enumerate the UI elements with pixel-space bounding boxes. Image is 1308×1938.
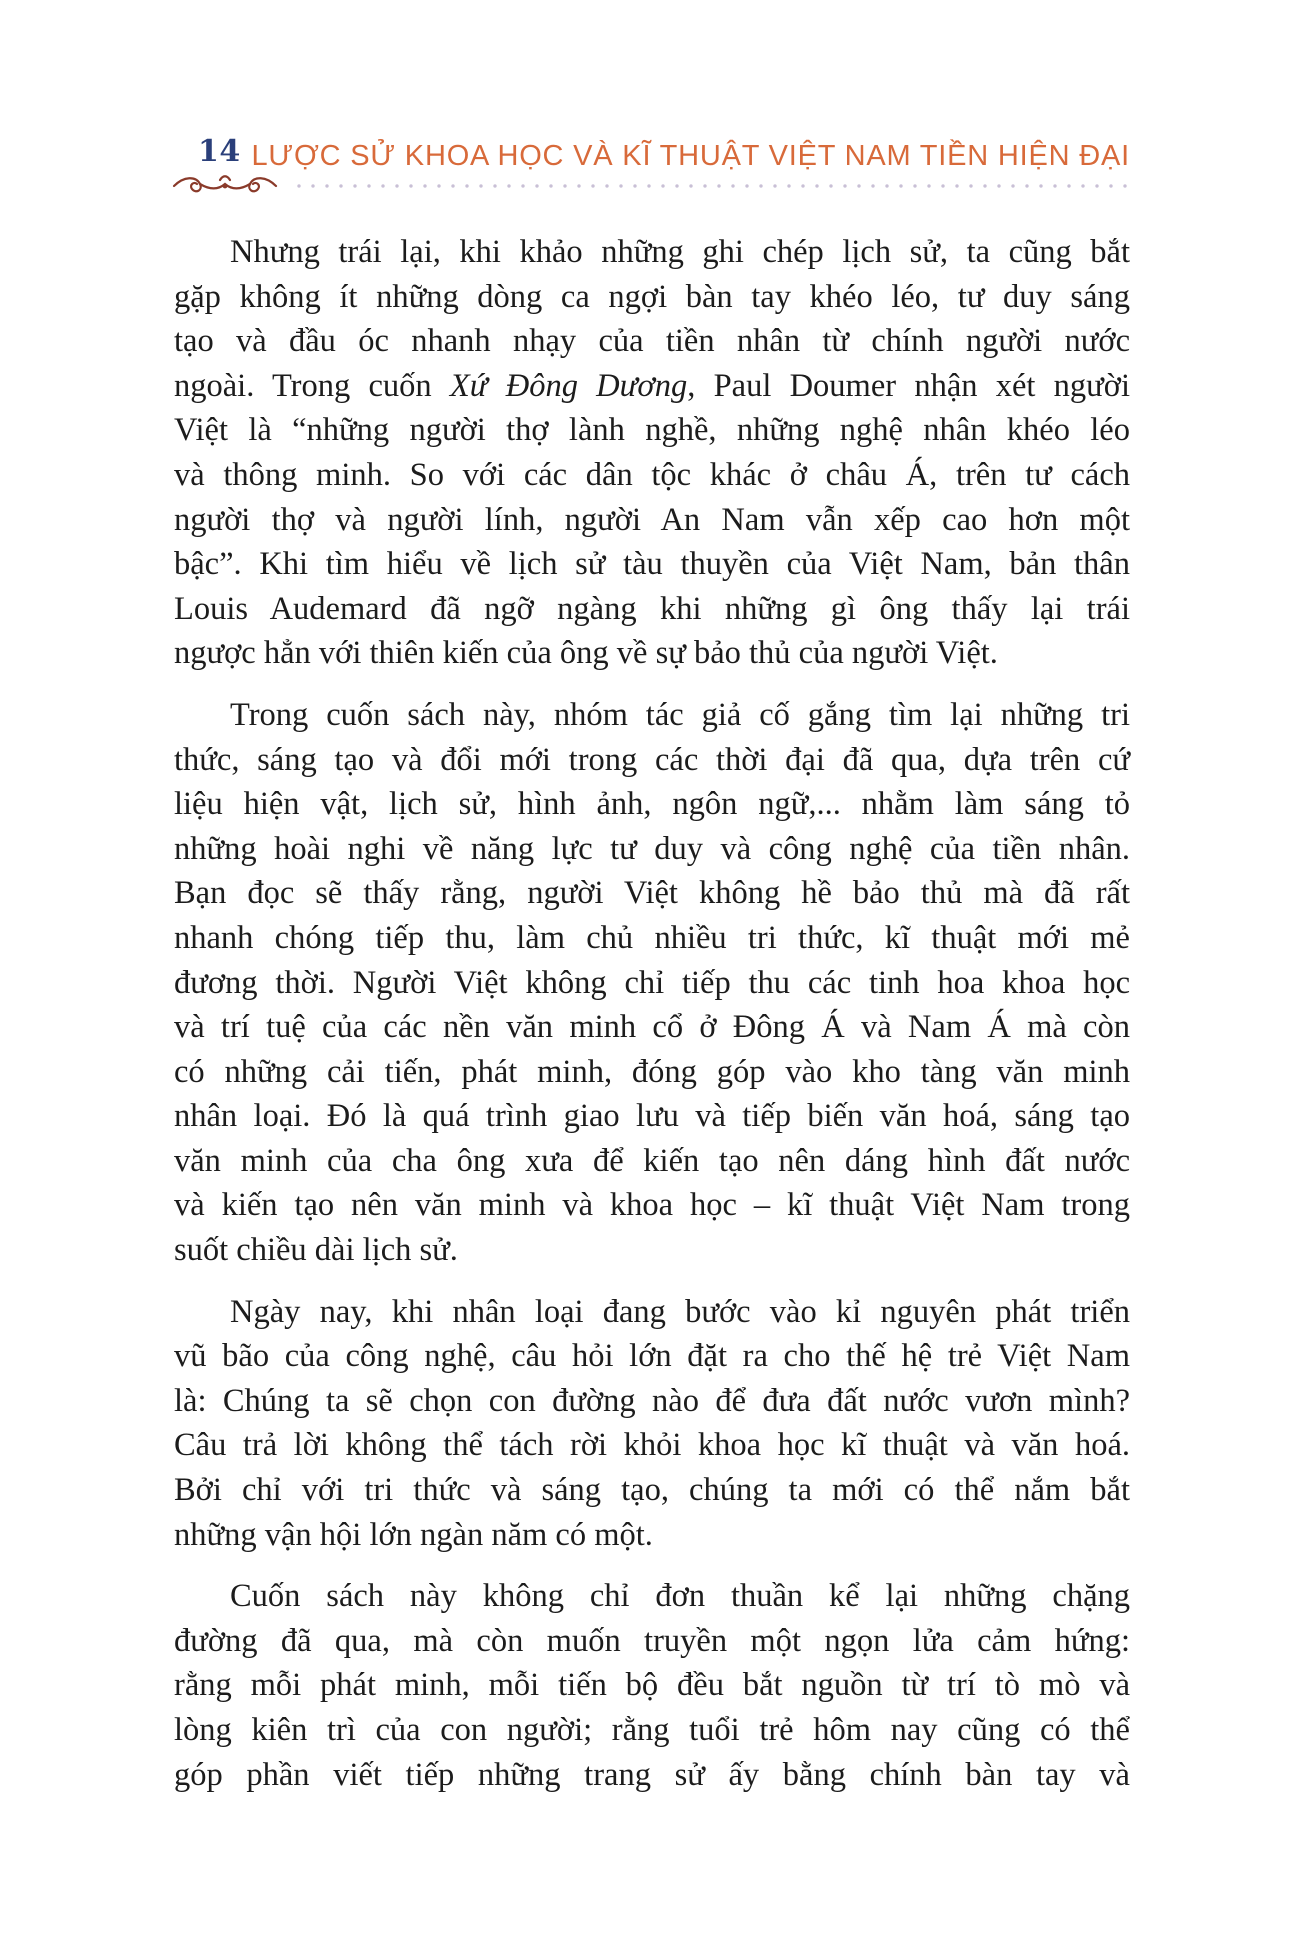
paragraph-4 [174, 1574, 1130, 1797]
text-line: suốt chiều dài lịch sử. [174, 1232, 458, 1269]
text-line: Câu trả lời không thể tách rời khỏi khoa học kĩ thuật và văn hoá. [174, 1427, 1130, 1464]
dotted-rule [292, 184, 1130, 188]
text-line: góp phần viết tiếp những trang sử ấy bằng chính bàn tay và [174, 1756, 1130, 1793]
body-text [174, 230, 1130, 1814]
text-line: những vận hội lớn ngàn năm có một. [174, 1516, 653, 1553]
text-line: Ngày nay, khi nhân loại đang bước vào kỉ nguyên phát triển [230, 1293, 1130, 1330]
text-line: người thợ và người lính, người An Nam vẫn xếp cao hơn một [174, 501, 1130, 538]
text-line: tạo và đầu óc nhanh nhạy của tiền nhân từ chính người nước [174, 323, 1130, 360]
book-title-italic: Xứ Đông Dương [449, 367, 688, 404]
text-line: lòng kiên trì của con người; rằng tuổi trẻ hôm nay cũng có thể [174, 1712, 1130, 1748]
text-line: và kiến tạo nên văn minh và khoa học – kĩ thuật Việt Nam trong [174, 1187, 1130, 1224]
page-number: 14 [198, 134, 241, 169]
text-line [174, 364, 1130, 409]
text-line: có những cải tiến, phát minh, đóng góp vào kho tàng văn minh [174, 1053, 1130, 1090]
page-header [170, 128, 1130, 198]
text-line: ngược hẳn với thiên kiến của ông về sự bảo thủ của người Việt. [174, 635, 998, 672]
text-line: và trí tuệ của các nền văn minh cổ ở Đông Á và Nam Á mà còn [174, 1009, 1130, 1046]
text-run: , Paul Doumer nhận xét người [687, 367, 1130, 404]
text-line: liệu hiện vật, lịch sử, hình ảnh, ngôn ngữ,... nhằm làm sáng tỏ [174, 786, 1130, 823]
text-line: đường đã qua, mà còn muốn truyền một ngọn lửa cảm hứng: [174, 1622, 1130, 1659]
text-line: Trong cuốn sách này, nhóm tác giả cố gắng tìm lại những tri [230, 696, 1130, 733]
text-line: Cuốn sách này không chỉ đơn thuần kể lại những chặng [230, 1578, 1130, 1615]
text-line: Louis Audemard đã ngỡ ngàng khi những gì ông thấy lại trái [174, 590, 1130, 627]
text-line: thức, sáng tạo và đổi mới trong các thời đại đã qua, dựa trên cứ [174, 741, 1130, 778]
text-line: những hoài nghi về năng lực tư duy và công nghệ của tiền nhân. [174, 830, 1130, 867]
text-line: gặp không ít những dòng ca ngợi bàn tay khéo léo, tư duy sáng [174, 278, 1130, 315]
text-line: bậc”. Khi tìm hiểu về lịch sử tàu thuyền của Việt Nam, bản thân [174, 546, 1130, 583]
text-line: đương thời. Người Việt không chỉ tiếp thu các tinh hoa khoa học [174, 964, 1130, 1001]
text-run: ngoài. Trong cuốn [174, 367, 450, 404]
text-line: nhân loại. Đó là quá trình giao lưu và tiếp biến văn hoá, sáng tạo [174, 1098, 1130, 1135]
paragraph-1 [174, 230, 1130, 676]
text-line: Bạn đọc sẽ thấy rằng, người Việt không hề bảo thủ mà đã rất [174, 875, 1130, 912]
flourish-ornament-icon [170, 172, 280, 198]
text-line: vũ bão của công nghệ, câu hỏi lớn đặt ra cho thế hệ trẻ Việt Nam [174, 1338, 1130, 1375]
text-line: Bởi chỉ với tri thức và sáng tạo, chúng ta mới có thể nắm bắt [174, 1472, 1130, 1509]
text-line: là: Chúng ta sẽ chọn con đường nào để đưa đất nước vươn mình? [174, 1382, 1130, 1419]
text-line: rằng mỗi phát minh, mỗi tiến bộ đều bắt nguồn từ trí tò mò và [174, 1667, 1130, 1704]
paragraph-3 [174, 1290, 1130, 1558]
text-line: Việt là “những người thợ lành nghề, những nghệ nhân khéo léo [174, 412, 1130, 449]
text-line: Nhưng trái lại, khi khảo những ghi chép lịch sử, ta cũng bắt [230, 234, 1130, 270]
running-title: LƯỢC SỬ KHOA HỌC VÀ KĨ THUẬT VIỆT NAM TIỀN HIỆN ĐẠI [251, 140, 1130, 172]
paragraph-2 [174, 693, 1130, 1273]
text-line: nhanh chóng tiếp thu, làm chủ nhiều tri thức, kĩ thuật mới mẻ [174, 919, 1130, 956]
text-line: và thông minh. So với các dân tộc khác ở châu Á, trên tư cách [174, 456, 1130, 493]
text-line: văn minh của cha ông xưa để kiến tạo nên dáng hình đất nước [174, 1142, 1130, 1179]
